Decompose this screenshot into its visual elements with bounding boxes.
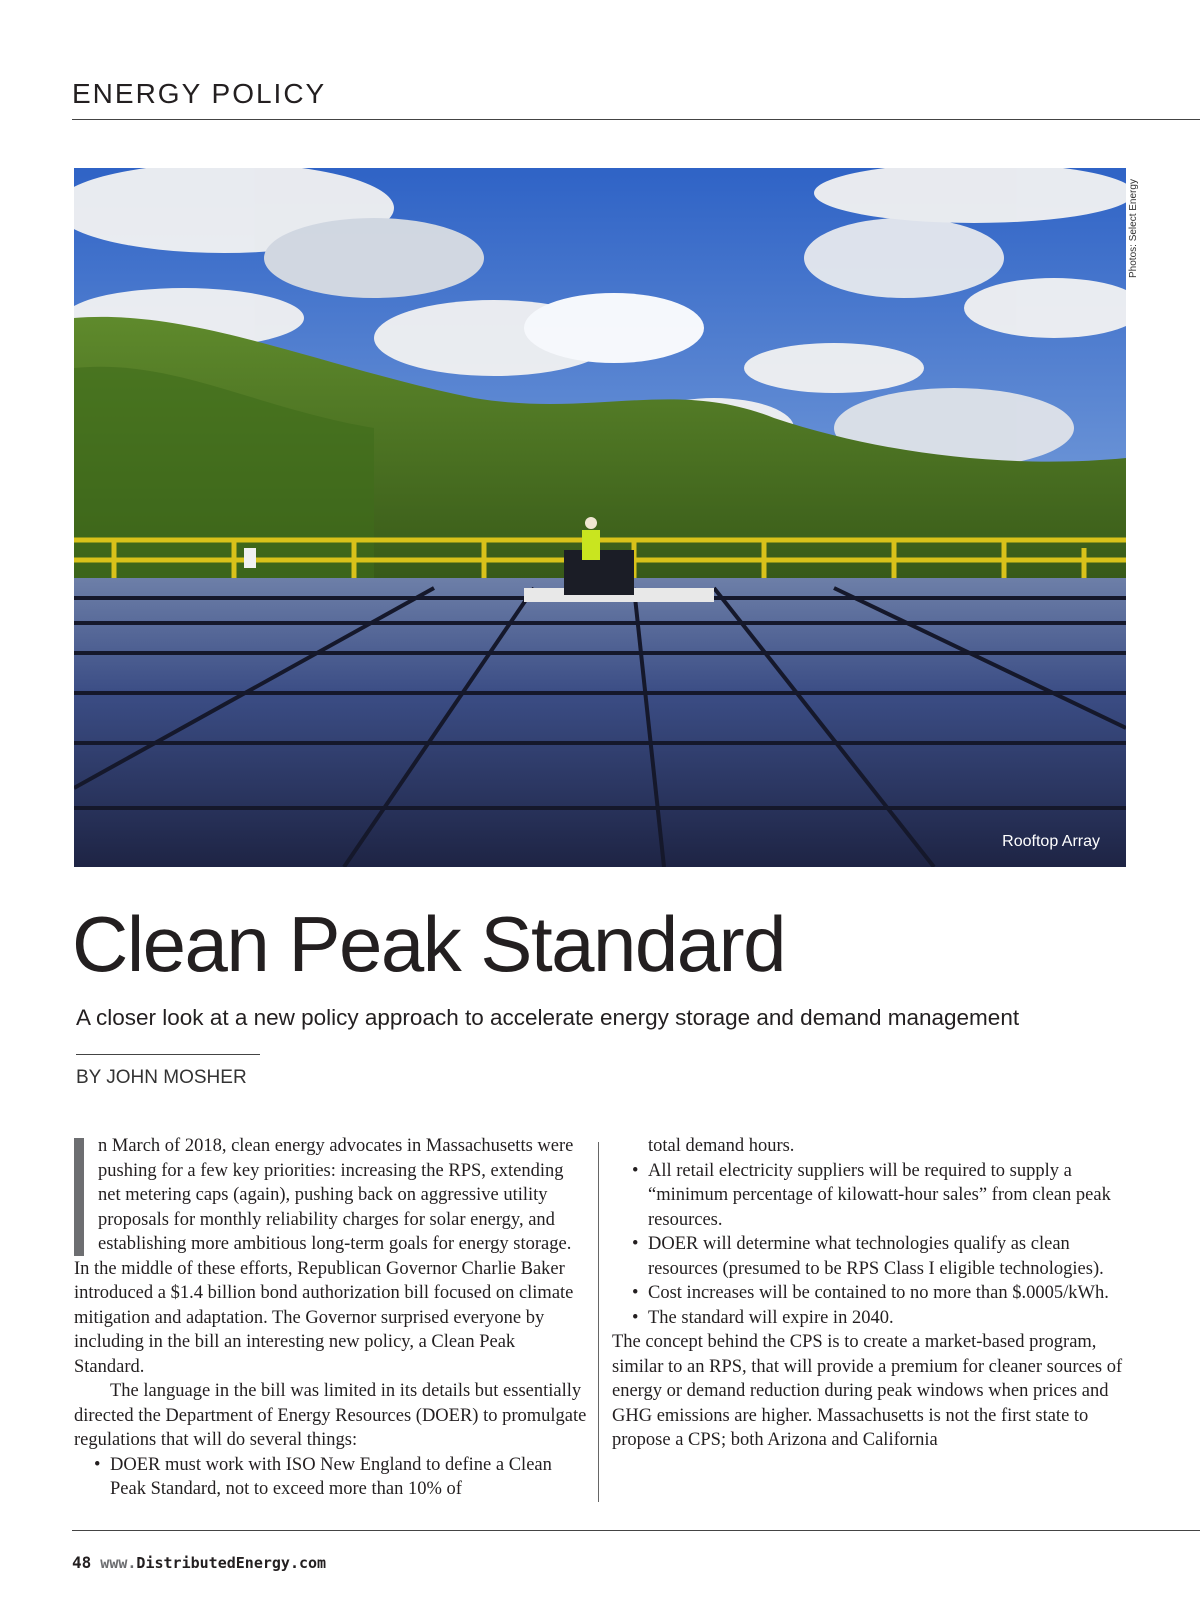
article-column-left bbox=[74, 1134, 588, 1502]
paragraph-2: The language in the bill was limited in its details but essentially directed the Department of Energy Resources (DOER) to promulgate regulations that will do several things: bbox=[74, 1381, 587, 1450]
bullet-item-5: • The standard will expire in 2040. bbox=[612, 1306, 1132, 1331]
article-column-right bbox=[612, 1134, 1132, 1453]
byline: BY JOHN MOSHER bbox=[76, 1067, 247, 1088]
article-title: Clean Peak Standard bbox=[72, 900, 785, 988]
photo-credit: Photos: Select Energy bbox=[1128, 179, 1139, 278]
section-label: ENERGY POLICY bbox=[72, 78, 327, 109]
footer-rule bbox=[72, 1530, 1200, 1531]
header-rule bbox=[72, 119, 1200, 120]
byline-rule bbox=[76, 1054, 260, 1055]
bullet-item-1-continued: total demand hours. bbox=[648, 1136, 795, 1156]
page-number: 48 bbox=[72, 1553, 92, 1572]
bullet-list bbox=[612, 1159, 1132, 1331]
bullet-item-1: • DOER must work with ISO New England to define a Clean Peak Standard, not to exceed more than 10% of bbox=[74, 1453, 588, 1502]
rooftop-solar-photo bbox=[74, 168, 1126, 867]
bullet-item-2: • All retail electricity suppliers will be required to supply a “minimum percentage of kilowatt-hour sales” from clean peak resources. bbox=[612, 1159, 1132, 1233]
bullet-list-start bbox=[74, 1453, 588, 1502]
drop-cap-bar bbox=[74, 1138, 84, 1256]
paragraph-3: The concept behind the CPS is to create a market-based program, similar to an RPS, that will provide a premium for cleaner sources of energy or demand reduction during peak windows when prices and GHG emissions are higher. Massachusetts is not the first state to propose a CPS; both Arizona and California bbox=[612, 1332, 1123, 1450]
url-domain[interactable]: DistributedEnergy.com bbox=[136, 1554, 327, 1572]
bullet-item-4: • Cost increases will be contained to no more than $.0005/kWh. bbox=[612, 1281, 1132, 1306]
url-prefix: www. bbox=[100, 1554, 137, 1572]
page-footer bbox=[72, 1553, 326, 1572]
article-subtitle: A closer look at a new policy approach to accelerate energy storage and demand management bbox=[76, 1005, 1020, 1030]
column-divider bbox=[598, 1142, 599, 1502]
paragraph-1-text: n March of 2018, clean energy advocates in Massachusetts were pushing for a few key priorities: increasing the RPS, extending net metering caps (again), pushing back on aggressive utility proposals for monthly reliability charges for solar energy, and establishing more ambitious long-term goals for energy storage. In the middle of these efforts, Republican Governor Charlie Baker introduced a $1.4 billion bond authorization bill focused on climate mitigation and adaptation. The Governor surprised everyone by including in the bill an interesting new policy, a Clean Peak Standard. bbox=[74, 1136, 574, 1377]
photo-caption: Rooftop Array bbox=[1002, 833, 1100, 850]
paragraph-1 bbox=[74, 1134, 588, 1379]
bullet-item-3: • DOER will determine what technologies qualify as clean resources (presumed to be RPS Class I eligible technologies). bbox=[612, 1232, 1132, 1281]
